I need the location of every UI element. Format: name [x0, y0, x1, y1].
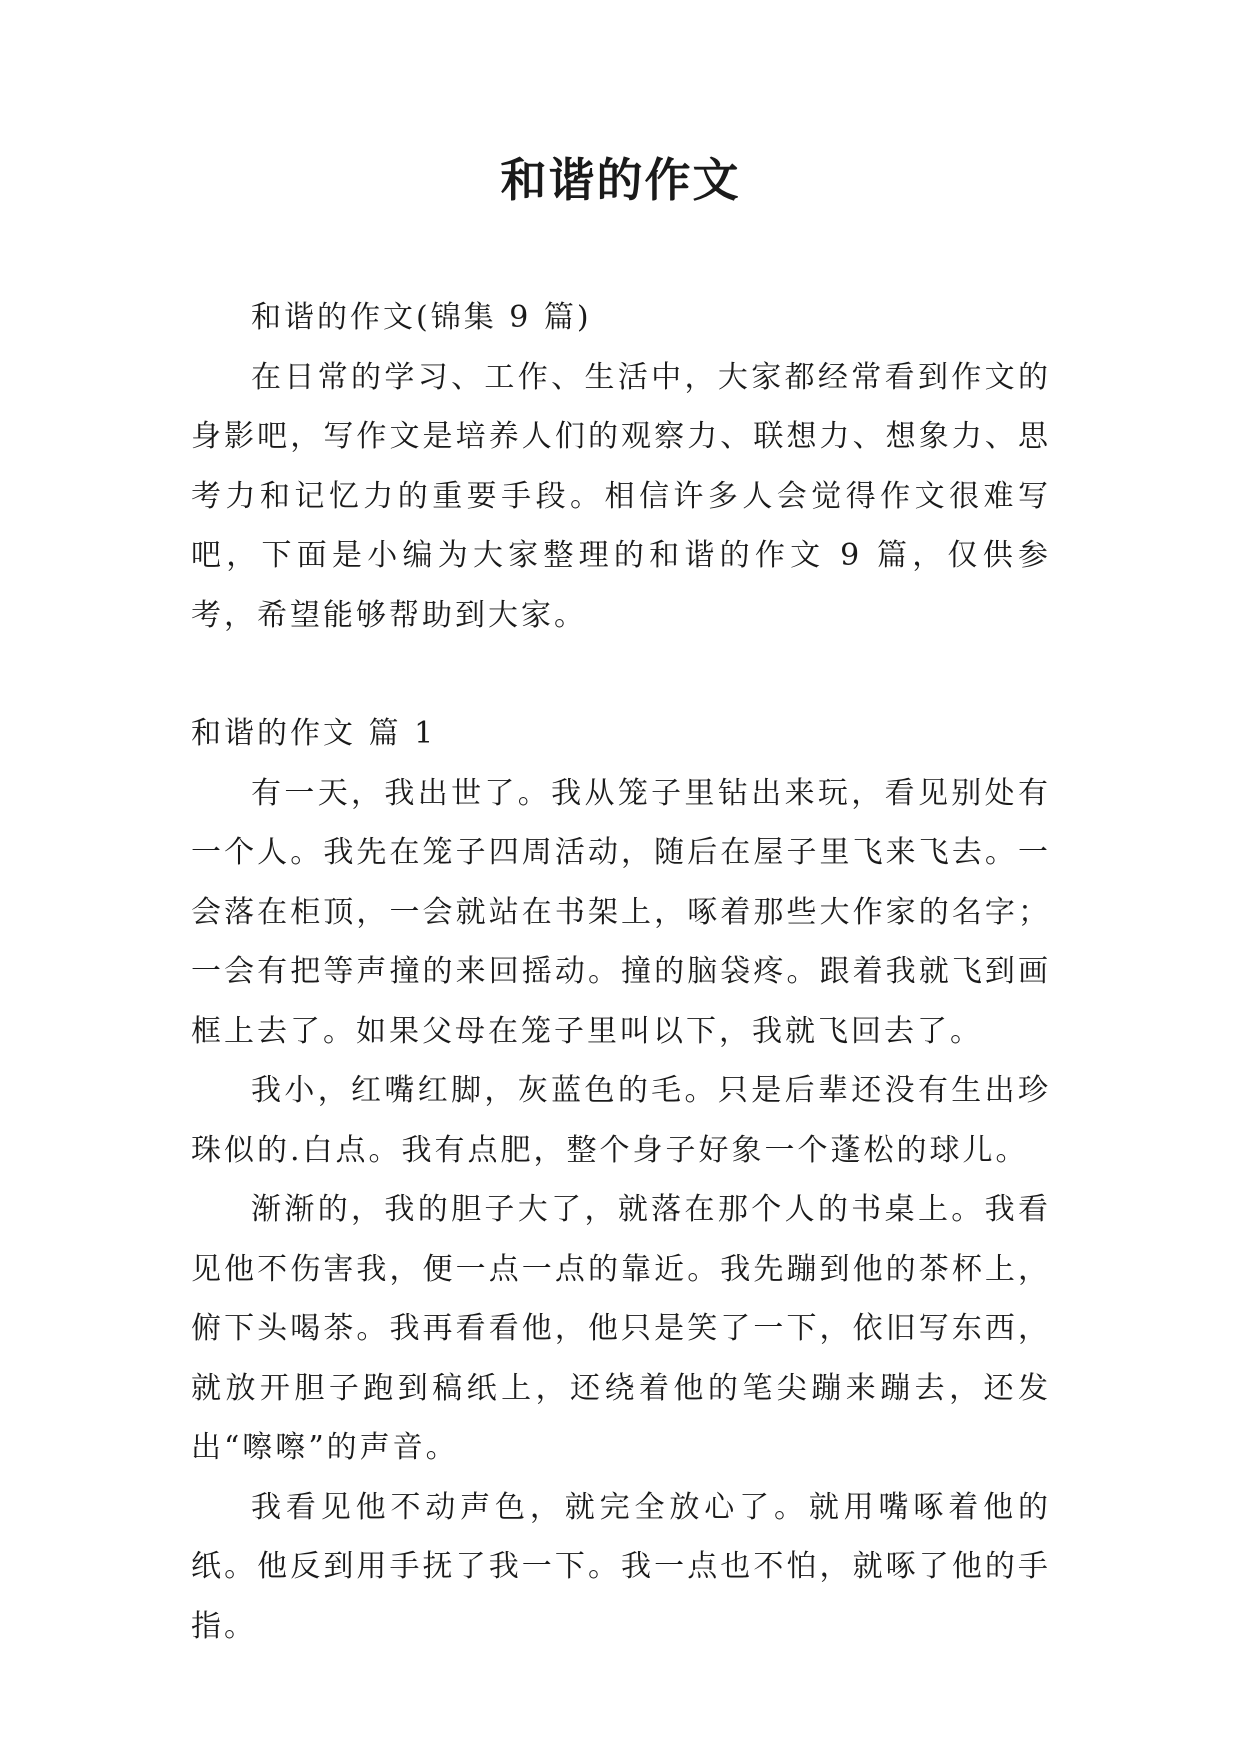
- intro-paragraph: 在日常的学习、工作、生活中，大家都经常看到作文的身影吧，写作文是培养人们的观察力、联想力、想象力、思考力和记忆力的重要手段。相信许多人会觉得作文很难写吧，下面是小编为大家整理的和谐的作文 9 篇，仅供参考，希望能够帮助到大家。: [191, 359, 1051, 633]
- document-body: [191, 288, 1051, 1656]
- body-paragraph-1: 有一天，我出世了。我从笼子里钻出来玩，看见别处有一个人。我先在笼子四周活动，随后在屋子里飞来飞去。一会落在柜顶，一会就站在书架上，啄着那些大作家的名字；一会有把等声撞的来回摇动。撞的脑袋疼。跟着我就飞到画框上去了。如果父母在笼子里叫以下，我就飞回去了。: [191, 775, 1051, 1049]
- document-title: 和谐的作文: [500, 153, 741, 207]
- body-paragraph-4: 我看见他不动声色，就完全放心了。就用嘴啄着他的纸。他反到用手抚了我一下。我一点也不怕，就啄了他的手指。: [191, 1489, 1051, 1644]
- section-heading: 和谐的作文 篇 1: [191, 716, 437, 751]
- document-subtitle: 和谐的作文(锦集 9 篇): [251, 300, 592, 335]
- body-paragraph-2: 我小，红嘴红脚，灰蓝色的毛。只是后辈还没有生出珍珠似的.白点。我有点肥，整个身子好象一个蓬松的球儿。: [191, 1073, 1051, 1168]
- body-paragraph-3: 渐渐的，我的胆子大了，就落在那个人的书桌上。我看见他不伤害我，便一点一点的靠近。我先蹦到他的茶杯上，俯下头喝茶。我再看看他，他只是笑了一下，依旧写东西，就放开胆子跑到稿纸上，还绕着他的笔尖蹦来蹦去，还发出“嚓嚓”的声音。: [191, 1192, 1051, 1465]
